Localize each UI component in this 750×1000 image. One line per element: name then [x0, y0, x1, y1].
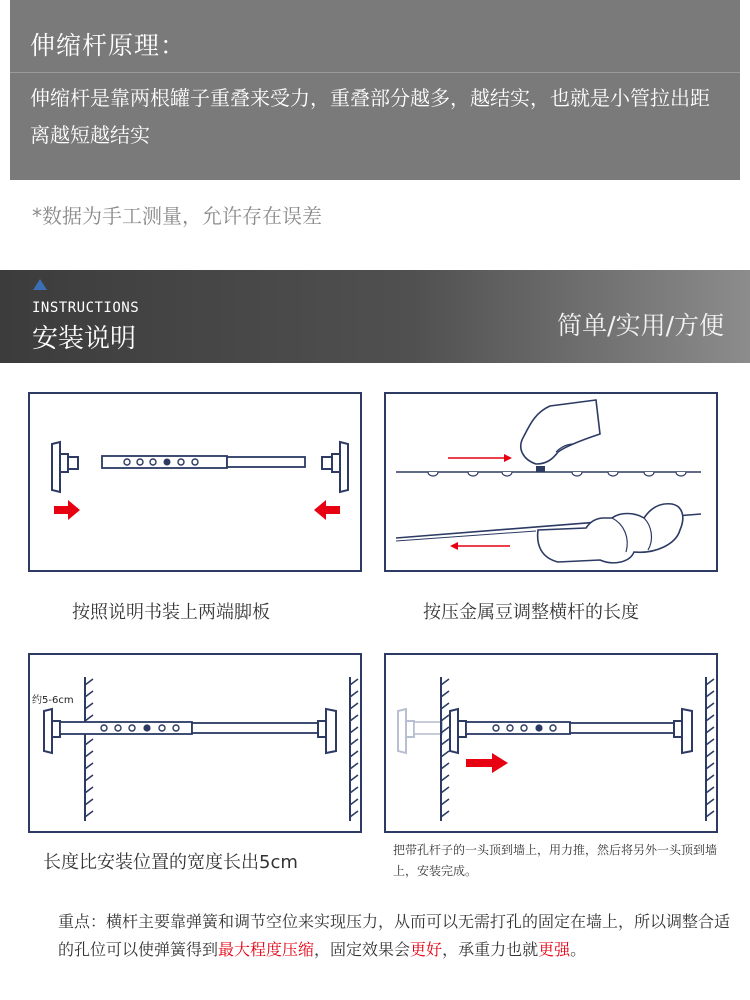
measurement-note: *数据为手工测量，允许存在误差 — [32, 204, 322, 228]
step-3-illustration — [28, 653, 362, 833]
measure-rod-between-walls-icon — [30, 655, 362, 833]
step-2-caption: 按压金属豆调整横杆的长度 — [423, 602, 639, 623]
divider — [10, 72, 740, 73]
key-text-2: ，固定效果会 — [314, 940, 411, 959]
key-highlight-max-compression: 最大程度压缩 — [218, 940, 315, 959]
step-4-caption: 把带孔杆子的一头顶到墙上，用力推，然后将另外一头顶到墙上，安装完成。 — [393, 843, 718, 878]
key-text-1: 重点：横杆主要靠弹簧和调节空位来实现压力，从而可以无需打孔的固定在墙上，所以调整合适的孔位可以使弹簧得到 — [58, 912, 731, 959]
step-4-illustration — [384, 653, 718, 833]
install-rod-push-icon — [386, 655, 718, 833]
triangle-marker-icon — [33, 279, 47, 290]
banner-chinese-title: 安装说明 — [32, 324, 137, 354]
step-2-illustration — [384, 392, 718, 572]
banner-english-title: INSTRUCTIONS — [32, 300, 140, 316]
step-1-caption: 按照说明书装上两端脚板 — [72, 602, 270, 623]
key-highlight-stronger: 更强 — [538, 940, 571, 959]
step-3-caption: 长度比安装位置的宽度长出5cm — [43, 852, 298, 873]
principle-body: 伸缩杆是靠两根罐子重叠来受力，重叠部分越多，越结实，也就是小管拉出距离越短越结实 — [30, 86, 710, 147]
step-1-illustration — [28, 392, 362, 572]
key-text-4: 。 — [570, 940, 587, 959]
key-text-3: ，承重力也就 — [442, 940, 539, 959]
banner-slogan: 简单/实用/方便 — [557, 311, 724, 340]
rod-with-endcaps-icon — [30, 394, 362, 572]
overlap-length-label: 约5-6cm — [32, 695, 74, 706]
instructions-banner — [0, 270, 750, 363]
key-point-note — [58, 908, 738, 964]
principle-section — [10, 0, 740, 180]
press-button-hand-icon — [386, 394, 718, 572]
principle-title: 伸缩杆原理： — [30, 31, 187, 60]
key-highlight-better: 更好 — [410, 940, 443, 959]
